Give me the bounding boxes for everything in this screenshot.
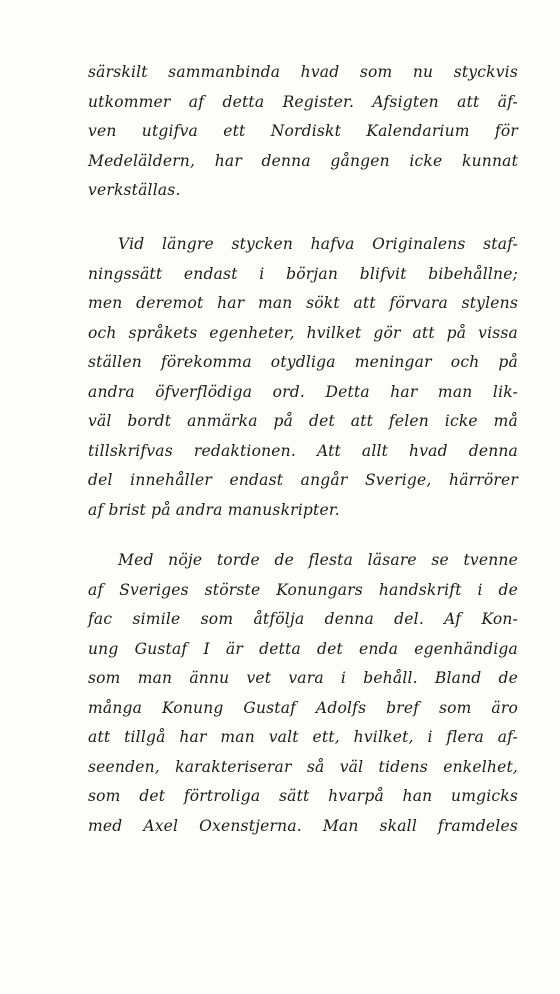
text-line: fac simile som åtfölja denna del. Af Kon- (88, 610, 518, 628)
text-line: Med nöje torde de flesta läsare se tvenne (118, 551, 518, 569)
text-line: utkommer af detta Register. Afsigten att äf- (88, 92, 518, 111)
text-line: som man ännu vet vara i behåll. Bland de (88, 669, 518, 687)
text-line: ung Gustaf I är detta det enda egenhändiga (88, 639, 518, 658)
text-line: många Konung Gustaf Adolfs bref som äro (88, 698, 518, 717)
text-line: särskilt sammanbinda hvad som nu styckvis (88, 63, 518, 81)
paragraph-orthography (88, 230, 518, 525)
text-line: andra öfverflödiga ord. Detta har man lik- (88, 382, 518, 401)
text-line: att tillgå har man valt ett, hvilket, i flera af- (88, 728, 518, 746)
paragraph-facsimile (88, 546, 518, 841)
text-line: väl bordt anmärka på det att felen icke må (88, 412, 518, 430)
text-line: men deremot har man sökt att förvara stylens (88, 294, 518, 312)
paragraph-register (88, 58, 518, 206)
text-line: och språkets egenheter, hvilket gör att på vissa (88, 323, 518, 342)
text-line: tillskrifvas redaktionen. Att allt hvad denna (88, 441, 518, 460)
text-line: med Axel Oxenstjerna. Man skall framdeles (88, 816, 518, 835)
text-line: del innehåller endast angår Sverige, härrörer (88, 471, 518, 489)
text-line: af brist på andra manuskripter. (88, 500, 340, 519)
text-line: seenden, karakteriserar så väl tidens enkelhet, (88, 757, 518, 776)
text-line: verkställas. (88, 181, 181, 199)
text-line: som det förtroliga sätt hvarpå han umgicks (88, 787, 518, 805)
text-line: af Sveriges störste Konungars handskrift i de (88, 580, 518, 599)
text-line: Medeläldern, har denna gången icke kunnat (88, 151, 518, 170)
text-line: ställen förekomma otydliga meningar och på (88, 353, 518, 371)
text-line: ven utgifva ett Nordiskt Kalendarium för (88, 122, 518, 140)
text-line: Vid längre stycken hafva Originalens staf- (118, 235, 518, 253)
text-line: ningssätt endast i början blifvit bibehållne; (88, 264, 518, 283)
